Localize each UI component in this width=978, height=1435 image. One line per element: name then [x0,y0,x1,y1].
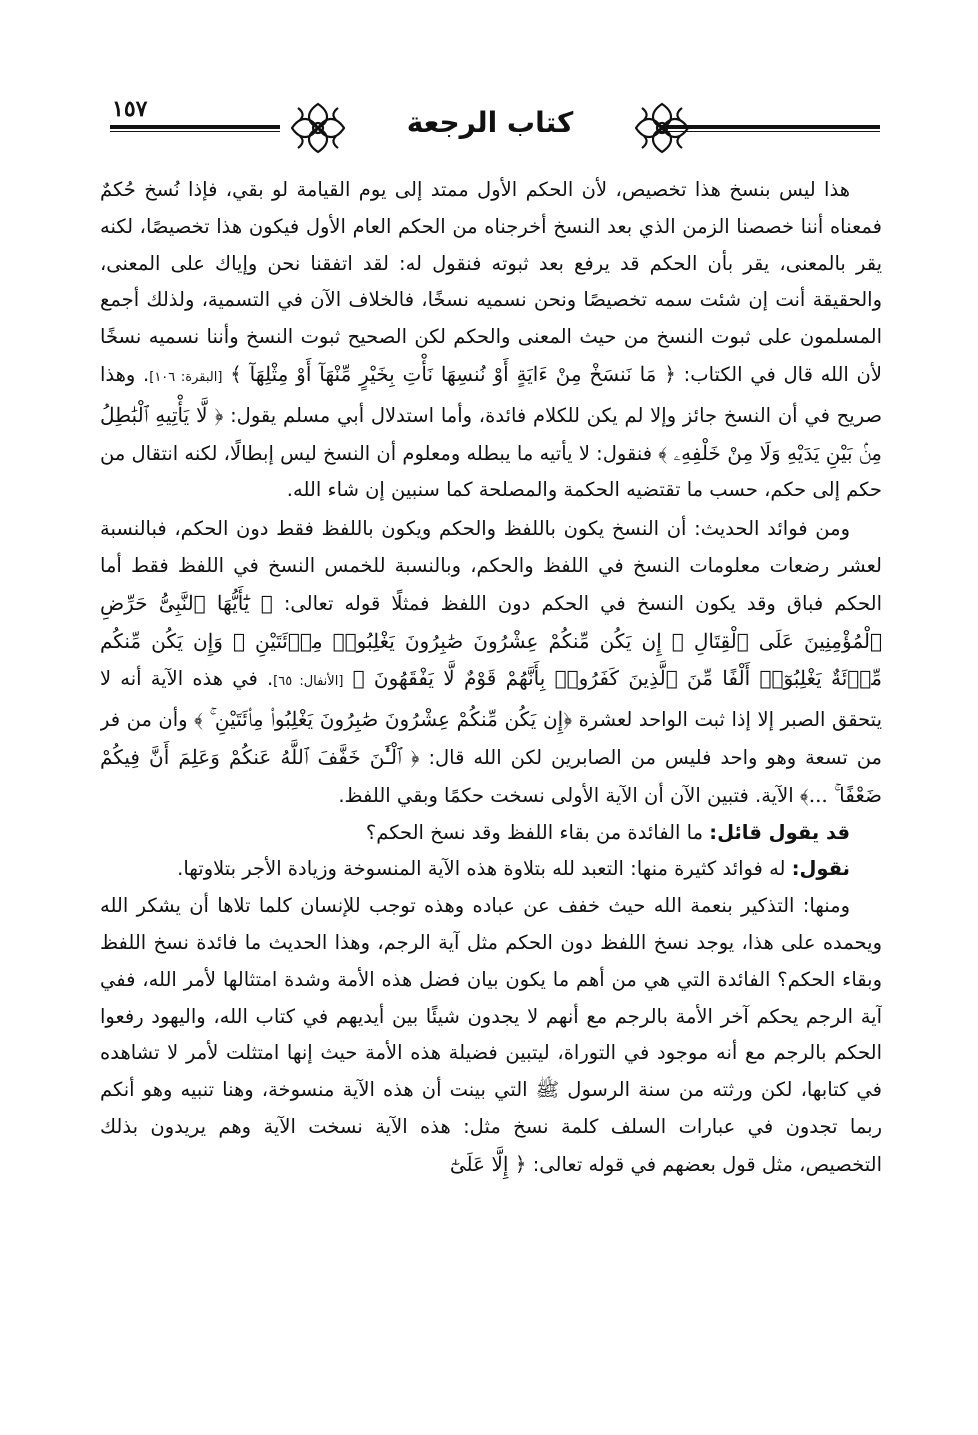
paragraph-text: ومنها: التذكير بنعمة الله حيث خفف عن عباده وهذه توجب للإنسان كلما تلاها أن يشكر الله ويحمده على هذا، يوجد نسخ اللفظ دون الحكم مثل آية الرجم، وهذا الحديث ما فائدة نسخ اللفظ وبقاء الحكم؟ الفائدة التي هي من أهم ما يكون بيان فضل هذه الأمة وشدة امتثالها لأمر الله، ففي آية الرجم يحكم آخر الأمة بالرجم مع أنهم لا يجدون شيئًا بين أيديهم في كتاب الله، واليهود رفعوا الحكم بالرجم مع أنه موجود في التوراة، ليتبين فضيلة هذه الأمة حيث إنها امتثلت لأمر لا تشاهده في كتابها، لكن ورثته من سنة الرسول ﷺ التي بينت أن هذه الآية منسوخة، وهنا تنبيه وهو أنكم ربما تجدون في عبارات السلف كلمة نسخ مثل: هذه الآية نسخت الآية وهم يريدون بذلك التخصيص، مثل قول بعضهم في قوله تعالى: [100,894,882,1176]
paragraph-text: فنقول: لا يأتيه ما يبطله ومعلوم أن النسخ ليس إبطالًا، لكنه انتقال من حكم إلى حكم، حسب ما تقتضيه الحكمة والمصلحة كما سنبين إن شاء الله. [100,441,882,502]
paragraph-text: . في هذه الآية أنه لا يتحقق الصبر إلا إذا ثبت الواحد لعشرة [100,667,882,732]
floral-ornament-icon [286,98,350,158]
quran-verse: ﴿ لَّا يَأْتِيهِ ٱلْبَٰطِلُ مِنۢ بَيْنِ يَدَيْهِ وَلَا مِنْ خَلْفِهِۦ ﴾ [100,402,882,465]
quran-verse: ﴿ إِلَّا عَلَىٰٓ [449,1151,527,1176]
verse-reference: [البقرة: ١٠٦] [149,369,223,385]
paragraph-lead: نقول: [791,857,850,881]
main-text [100,172,882,1392]
paragraph-text: الآية. فتبين الآن أن الآية الأولى نسخت حكمًا وبقي اللفظ. [338,783,794,807]
paragraph-text: له فوائد كثيرة منها: التعبد لله بتلاوة هذه الآية المنسوخة وزيادة الأجر بتلاوتها. [177,857,786,881]
paragraph [100,511,882,814]
paragraph-text: وأن من فر من تسعة وهو واحد فليس من الصابرين لكن الله قال: [100,708,882,769]
paragraph [100,815,882,852]
paragraph [100,172,882,509]
paragraph [100,851,882,888]
quran-verse: ﴿ يَٰٓأَيُّهَا ٱلنَّبِىُّ حَرِّضِ ٱلْمُؤْمِنِينَ عَلَى ٱلْقِتَالِ ۚ إِن يَكُن مِّنكُمْ عِشْرُونَ صَٰبِرُونَ يَغْلِبُوا۟ مِا۟ئَتَيْنِ ۚ وَإِن يَكُن مِّنكُم مِّا۟ئَةٌ يَغْلِبُوٓا۟ أَلْفًا مِّنَ ٱلَّذِينَ كَفَرُوا۟ بِأَنَّهُمْ قَوْمٌ لَّا يَفْقَهُونَ ﴾ [100,590,882,691]
running-title: كتاب الرجعة [406,106,574,139]
header-rule-left [110,125,280,129]
quran-verse: ﴿ ٱلْـَٰٔنَ خَفَّفَ ٱللَّهُ عَنكُمْ وَعَلِمَ أَنَّ فِيكُمْ ضَعْفًا ۚ ...﴾ [100,744,882,807]
floral-ornament-icon [630,98,694,158]
paragraph-text: ومن فوائد الحديث: أن النسخ يكون باللفظ والحكم ويكون باللفظ فقط دون الحكم، فبالنسبة لعشر رضعات معلومات النسخ في اللفظ والحكم، وبالنسبة للخمس النسخ في اللفظ فقط أما الحكم فباق وقد يكون النسخ في الحكم دون اللفظ فمثلًا قوله تعالى: [100,517,882,615]
page-header [100,92,880,162]
paragraph [100,888,882,1183]
quran-verse: ﴿ مَا نَنسَخْ مِنْ ءَايَةٍ أَوْ نُنسِهَا نَأْتِ بِخَيْرٍ مِّنْهَآ أَوْ مِثْلِهَآ ﴾ [230,361,676,386]
paragraph-lead: قد يقول قائل: [709,820,850,844]
verse-reference: [الأنفال: ٦٥] [273,674,344,690]
header-rule-left-thin [110,131,280,132]
paragraph-text: ما الفائدة من بقاء اللفظ وقد نسخ الحكم؟ [365,820,704,844]
paragraph-text: هذا ليس بنسخ هذا تخصيص، لأن الحكم الأول ممتد إلى يوم القيامة لو بقي، فإذا نُسخ حُكمٌ فمعناه أننا خصصنا الزمن الذي بعد النسخ أخرجناه من الحكم العام الأول فيكون هذا تخصيصًا، لكنه يقر بالمعنى، يقر بأن الحكم قد يرفع بعد ثبوته فنقول له: لقد اتفقنا نحن وإياك على المعنى، والحقيقة أنت إن شئت سمه تخصيصًا ونحن نسميه نسخًا، فالخلاف الآن في التسمية، ولذلك أجمع المسلمون على ثبوت النسخ من حيث المعنى والحكم لكن الصحيح ثبوت النسخ وأننا نسميه نسخًا لأن الله قال في الكتاب: [100,178,882,386]
quran-verse: ﴿إِن يَكُن مِّنكُمْ عِشْرُونَ صَٰبِرُونَ يَغْلِبُوا۟ مِا۟ئَتَيْنِ ۚ ﴾ [194,707,573,732]
page-number: ١٥٧ [112,96,148,122]
paragraph-text: . وهذا صريح في أن النسخ جائز وإلا لم يكن للكلام فائدة، وأما استدلال أبي مسلم يقول: [100,362,882,427]
